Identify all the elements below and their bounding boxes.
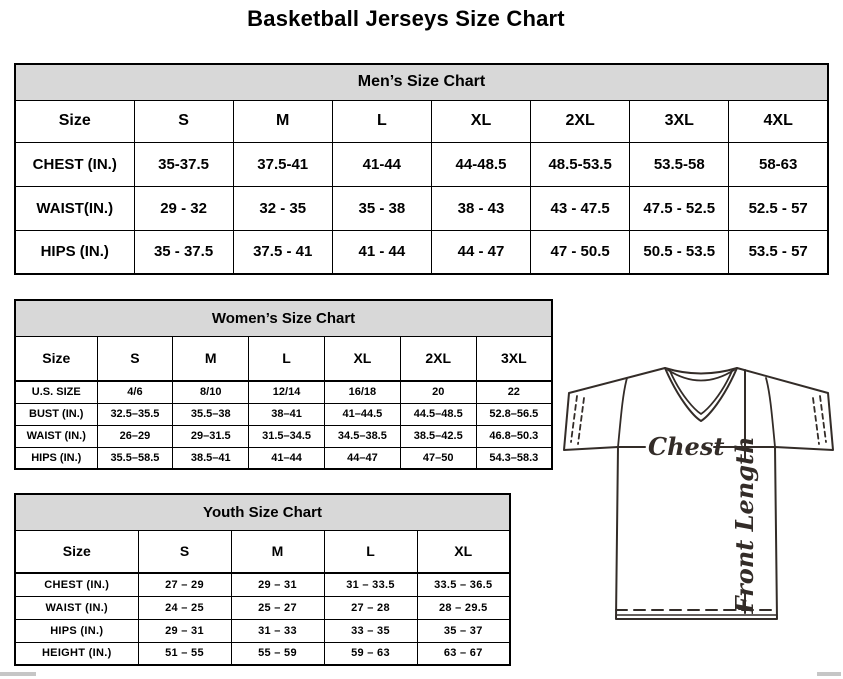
col-header: S (138, 530, 231, 573)
col-header: L (249, 336, 325, 381)
col-header: L (332, 100, 431, 142)
data-cell: 52.8–56.5 (476, 403, 552, 425)
table-row (15, 230, 828, 274)
data-cell: 29 – 31 (138, 619, 231, 642)
data-cell: 54.3–58.3 (476, 447, 552, 469)
data-cell: 44-48.5 (431, 142, 530, 186)
table-row (15, 403, 552, 425)
col-header-size: Size (15, 530, 138, 573)
data-cell: 29 – 31 (231, 573, 324, 596)
data-cell: 47 - 50.5 (531, 230, 630, 274)
data-cell: 31.5–34.5 (249, 425, 325, 447)
data-cell: 33 – 35 (324, 619, 417, 642)
horizontal-scrollbar-left[interactable] (0, 672, 36, 676)
data-cell: 28 – 29.5 (417, 596, 510, 619)
jersey-diagram-svg (556, 360, 841, 632)
data-cell: 41 - 44 (332, 230, 431, 274)
table-row (15, 642, 510, 665)
data-cell: 35 - 38 (332, 186, 431, 230)
row-label: U.S. SIZE (15, 381, 97, 403)
data-cell: 32.5–35.5 (97, 403, 173, 425)
row-label: CHEST (IN.) (15, 573, 138, 596)
data-cell: 51 – 55 (138, 642, 231, 665)
col-header: XL (324, 336, 400, 381)
data-cell: 43 - 47.5 (531, 186, 630, 230)
youth-size-chart-table (14, 493, 511, 666)
data-cell: 41–44.5 (324, 403, 400, 425)
data-cell: 53.5 - 57 (729, 230, 828, 274)
col-header: M (231, 530, 324, 573)
row-label: BUST (IN.) (15, 403, 97, 425)
data-cell: 31 – 33.5 (324, 573, 417, 596)
jersey-measurement-diagram (556, 360, 841, 632)
data-cell: 27 – 28 (324, 596, 417, 619)
data-cell: 38–41 (249, 403, 325, 425)
table-row (15, 425, 552, 447)
data-cell: 55 – 59 (231, 642, 324, 665)
data-cell: 37.5-41 (233, 142, 332, 186)
row-label: HIPS (IN.) (15, 447, 97, 469)
data-cell: 38.5–41 (173, 447, 249, 469)
data-cell: 4/6 (97, 381, 173, 403)
data-cell: 27 – 29 (138, 573, 231, 596)
data-cell: 52.5 - 57 (729, 186, 828, 230)
table-row (15, 186, 828, 230)
data-cell: 34.5–38.5 (324, 425, 400, 447)
data-cell: 16/18 (324, 381, 400, 403)
data-cell: 44 - 47 (431, 230, 530, 274)
table-row (15, 142, 828, 186)
data-cell: 25 – 27 (231, 596, 324, 619)
data-cell: 31 – 33 (231, 619, 324, 642)
data-cell: 47.5 - 52.5 (630, 186, 729, 230)
col-header-size: Size (15, 336, 97, 381)
data-cell: 46.8–50.3 (476, 425, 552, 447)
row-label: HIPS (IN.) (15, 619, 138, 642)
row-label: WAIST(IN.) (15, 186, 134, 230)
table-row (15, 596, 510, 619)
data-cell: 35.5–58.5 (97, 447, 173, 469)
jersey-outline (564, 368, 833, 619)
table-row (15, 619, 510, 642)
row-label: WAIST (IN.) (15, 596, 138, 619)
col-header-size: Size (15, 100, 134, 142)
mens-size-chart-table (14, 63, 829, 275)
data-cell: 8/10 (173, 381, 249, 403)
chest-label: Chest (648, 432, 725, 461)
table-row (15, 381, 552, 403)
data-cell: 20 (400, 381, 476, 403)
data-cell: 48.5-53.5 (531, 142, 630, 186)
col-header: S (134, 100, 233, 142)
col-header: 3XL (476, 336, 552, 381)
womens-size-chart-table (14, 299, 553, 470)
table-row (15, 573, 510, 596)
data-cell: 41-44 (332, 142, 431, 186)
data-cell: 38.5–42.5 (400, 425, 476, 447)
col-header: XL (431, 100, 530, 142)
data-cell: 38 - 43 (431, 186, 530, 230)
col-header: XL (417, 530, 510, 573)
womens-table-title: Women’s Size Chart (15, 300, 552, 336)
row-label: CHEST (IN.) (15, 142, 134, 186)
horizontal-scrollbar-right[interactable] (817, 672, 841, 676)
data-cell: 29–31.5 (173, 425, 249, 447)
data-cell: 59 – 63 (324, 642, 417, 665)
col-header: M (233, 100, 332, 142)
table-row (15, 447, 552, 469)
col-header: 2XL (531, 100, 630, 142)
data-cell: 35.5–38 (173, 403, 249, 425)
data-cell: 33.5 – 36.5 (417, 573, 510, 596)
data-cell: 63 – 67 (417, 642, 510, 665)
data-cell: 58-63 (729, 142, 828, 186)
col-header: M (173, 336, 249, 381)
data-cell: 32 - 35 (233, 186, 332, 230)
data-cell: 44–47 (324, 447, 400, 469)
mens-table-title: Men’s Size Chart (15, 64, 828, 100)
row-label: HEIGHT (IN.) (15, 642, 138, 665)
data-cell: 22 (476, 381, 552, 403)
data-cell: 53.5-58 (630, 142, 729, 186)
data-cell: 47–50 (400, 447, 476, 469)
col-header: 3XL (630, 100, 729, 142)
data-cell: 35 - 37.5 (134, 230, 233, 274)
data-cell: 35-37.5 (134, 142, 233, 186)
front-length-label: Front Length (730, 436, 759, 614)
data-cell: 35 – 37 (417, 619, 510, 642)
data-cell: 37.5 - 41 (233, 230, 332, 274)
youth-table-title: Youth Size Chart (15, 494, 510, 530)
col-header: S (97, 336, 173, 381)
data-cell: 50.5 - 53.5 (630, 230, 729, 274)
data-cell: 24 – 25 (138, 596, 231, 619)
page-title: Basketball Jerseys Size Chart (247, 6, 565, 31)
col-header: L (324, 530, 417, 573)
data-cell: 44.5–48.5 (400, 403, 476, 425)
data-cell: 29 - 32 (134, 186, 233, 230)
col-header: 4XL (729, 100, 828, 142)
row-label: HIPS (IN.) (15, 230, 134, 274)
data-cell: 41–44 (249, 447, 325, 469)
data-cell: 26–29 (97, 425, 173, 447)
data-cell: 12/14 (249, 381, 325, 403)
row-label: WAIST (IN.) (15, 425, 97, 447)
col-header: 2XL (400, 336, 476, 381)
